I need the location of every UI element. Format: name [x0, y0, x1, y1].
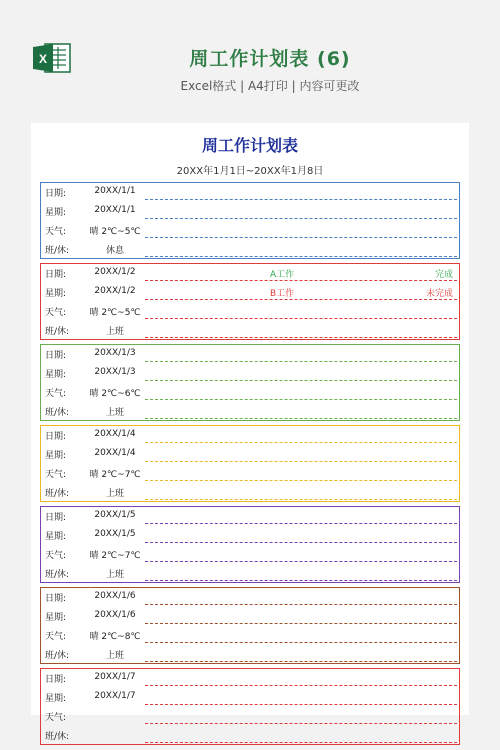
header: [0, 0, 500, 118]
row-label: 天气:: [45, 389, 67, 399]
page-title: 周工作计划表 (6): [189, 48, 351, 70]
day-row-shift: [41, 483, 459, 502]
day-block: [40, 425, 460, 502]
day-row-weather: [41, 383, 459, 402]
dashed-line: [145, 704, 457, 705]
day-row-weekday: [41, 688, 459, 707]
day-block: [40, 668, 460, 745]
row-value[interactable]: 20XX/1/3: [94, 348, 136, 358]
day-row-weekday: [41, 283, 459, 302]
spreadsheet-preview: [31, 123, 469, 742]
dashed-line: [145, 499, 457, 500]
row-label: 星期:: [45, 289, 67, 299]
row-label: 天气:: [45, 632, 67, 642]
dashed-line: [145, 623, 457, 624]
dashed-line: [145, 580, 457, 581]
row-value[interactable]: 上班: [105, 408, 124, 418]
dashed-line: [145, 380, 457, 381]
row-value[interactable]: 上班: [105, 651, 124, 661]
day-row-date: [41, 588, 459, 607]
dashed-line: [145, 442, 457, 443]
day-row-date: [41, 183, 459, 202]
sheet-title: 周工作计划表: [201, 136, 298, 155]
dashed-line: [145, 723, 457, 724]
day-row-shift: [41, 645, 459, 664]
row-label: 日期:: [45, 189, 67, 199]
page-subtitle: Excel格式 | A4打印 | 内容可更改: [180, 79, 360, 93]
row-value[interactable]: 20XX/1/5: [94, 510, 136, 520]
day-row-weather: [41, 464, 459, 483]
dashed-line: [145, 561, 457, 562]
task-status[interactable]: 完成: [434, 270, 453, 280]
row-value[interactable]: 20XX/1/6: [94, 591, 136, 601]
day-row-date: [41, 426, 459, 445]
row-value[interactable]: 20XX/1/4: [94, 448, 136, 458]
row-value[interactable]: 晴 2℃~7℃: [89, 551, 141, 561]
row-value[interactable]: 20XX/1/1: [94, 205, 136, 215]
row-label: 班/休:: [45, 570, 70, 580]
row-value[interactable]: 20XX/1/3: [94, 367, 136, 377]
row-value[interactable]: 晴 2℃~8℃: [89, 632, 141, 642]
row-label: 天气:: [45, 470, 67, 480]
day-block: [40, 587, 460, 664]
row-label: 星期:: [45, 613, 67, 623]
row-label: 星期:: [45, 208, 67, 218]
day-row-weekday: [41, 202, 459, 221]
day-row-date: [41, 345, 459, 364]
row-label: 日期:: [45, 432, 67, 442]
row-label: 日期:: [45, 513, 67, 523]
dashed-line: [145, 199, 457, 200]
date-range: 20XX年1月1日~20XX年1月8日: [176, 166, 324, 177]
day-row-date: [41, 264, 459, 283]
dashed-line: [145, 661, 457, 662]
excel-icon: [33, 42, 71, 74]
row-label: 班/休:: [45, 327, 70, 337]
day-row-weekday: [41, 607, 459, 626]
row-label: 天气:: [45, 551, 67, 561]
row-value[interactable]: 晴 2℃~5℃: [89, 227, 141, 237]
row-label: 日期:: [45, 675, 67, 685]
task-name[interactable]: A工作: [270, 270, 295, 280]
row-label: 日期:: [45, 594, 67, 604]
day-block: [40, 263, 460, 340]
row-value[interactable]: 上班: [105, 327, 124, 337]
day-block: [40, 506, 460, 583]
dashed-line: [145, 480, 457, 481]
dashed-line: [145, 642, 457, 643]
row-value[interactable]: 20XX/1/5: [94, 529, 136, 539]
row-label: 日期:: [45, 351, 67, 361]
row-value[interactable]: 20XX/1/2: [94, 267, 136, 277]
row-label: 星期:: [45, 370, 67, 380]
dashed-line: [145, 685, 457, 686]
day-row-shift: [41, 564, 459, 583]
day-row-shift: [41, 321, 459, 340]
row-label: 日期:: [45, 270, 67, 280]
row-value[interactable]: 20XX/1/7: [94, 672, 136, 682]
day-block: [40, 344, 460, 421]
svg-text:X: X: [38, 52, 48, 66]
row-value[interactable]: 20XX/1/7: [94, 691, 136, 701]
row-value[interactable]: 晴 2℃~6℃: [89, 389, 141, 399]
row-label: 星期:: [45, 451, 67, 461]
dashed-line: [145, 399, 457, 400]
row-label: 天气:: [45, 713, 67, 723]
day-row-weekday: [41, 364, 459, 383]
row-value[interactable]: 晴 2℃~5℃: [89, 308, 141, 318]
dashed-line: [145, 361, 457, 362]
dashed-line: [145, 742, 457, 743]
day-row-weekday: [41, 445, 459, 464]
row-label: 班/休:: [45, 489, 70, 499]
row-value[interactable]: 20XX/1/1: [94, 186, 136, 196]
day-row-weather: [41, 221, 459, 240]
task-name[interactable]: B工作: [270, 289, 295, 299]
row-value[interactable]: 上班: [105, 489, 124, 499]
dashed-line: [145, 256, 457, 257]
day-row-date: [41, 507, 459, 526]
row-value[interactable]: 休息: [105, 246, 124, 256]
dashed-line: [145, 542, 457, 543]
day-row-shift: [41, 726, 459, 745]
row-value[interactable]: 20XX/1/4: [94, 429, 136, 439]
dashed-line: [145, 418, 457, 419]
day-row-shift: [41, 240, 459, 259]
dashed-line: [145, 461, 457, 462]
day-row-weather: [41, 707, 459, 726]
task-status[interactable]: 未完成: [425, 289, 453, 299]
dashed-line: [145, 523, 457, 524]
row-label: 班/休:: [45, 732, 70, 742]
row-label: 天气:: [45, 227, 67, 237]
row-value[interactable]: 上班: [105, 570, 124, 580]
row-label: 班/休:: [45, 408, 70, 418]
dashed-line: [145, 604, 457, 605]
dashed-line: [145, 299, 457, 300]
dashed-line: [145, 337, 457, 338]
row-label: 天气:: [45, 308, 67, 318]
day-row-weather: [41, 302, 459, 321]
day-row-weather: [41, 626, 459, 645]
row-value[interactable]: 20XX/1/2: [94, 286, 136, 296]
day-row-date: [41, 669, 459, 688]
row-value[interactable]: 20XX/1/6: [94, 610, 136, 620]
dashed-line: [145, 318, 457, 319]
row-label: 班/休:: [45, 246, 70, 256]
row-label: 星期:: [45, 532, 67, 542]
day-row-shift: [41, 402, 459, 421]
row-value[interactable]: 晴 2℃~7℃: [89, 470, 141, 480]
row-label: 星期:: [45, 694, 67, 704]
row-label: 班/休:: [45, 651, 70, 661]
dashed-line: [145, 218, 457, 219]
day-block: [40, 182, 460, 259]
day-row-weather: [41, 545, 459, 564]
dashed-line: [145, 237, 457, 238]
dashed-line: [145, 280, 457, 281]
day-row-weekday: [41, 526, 459, 545]
